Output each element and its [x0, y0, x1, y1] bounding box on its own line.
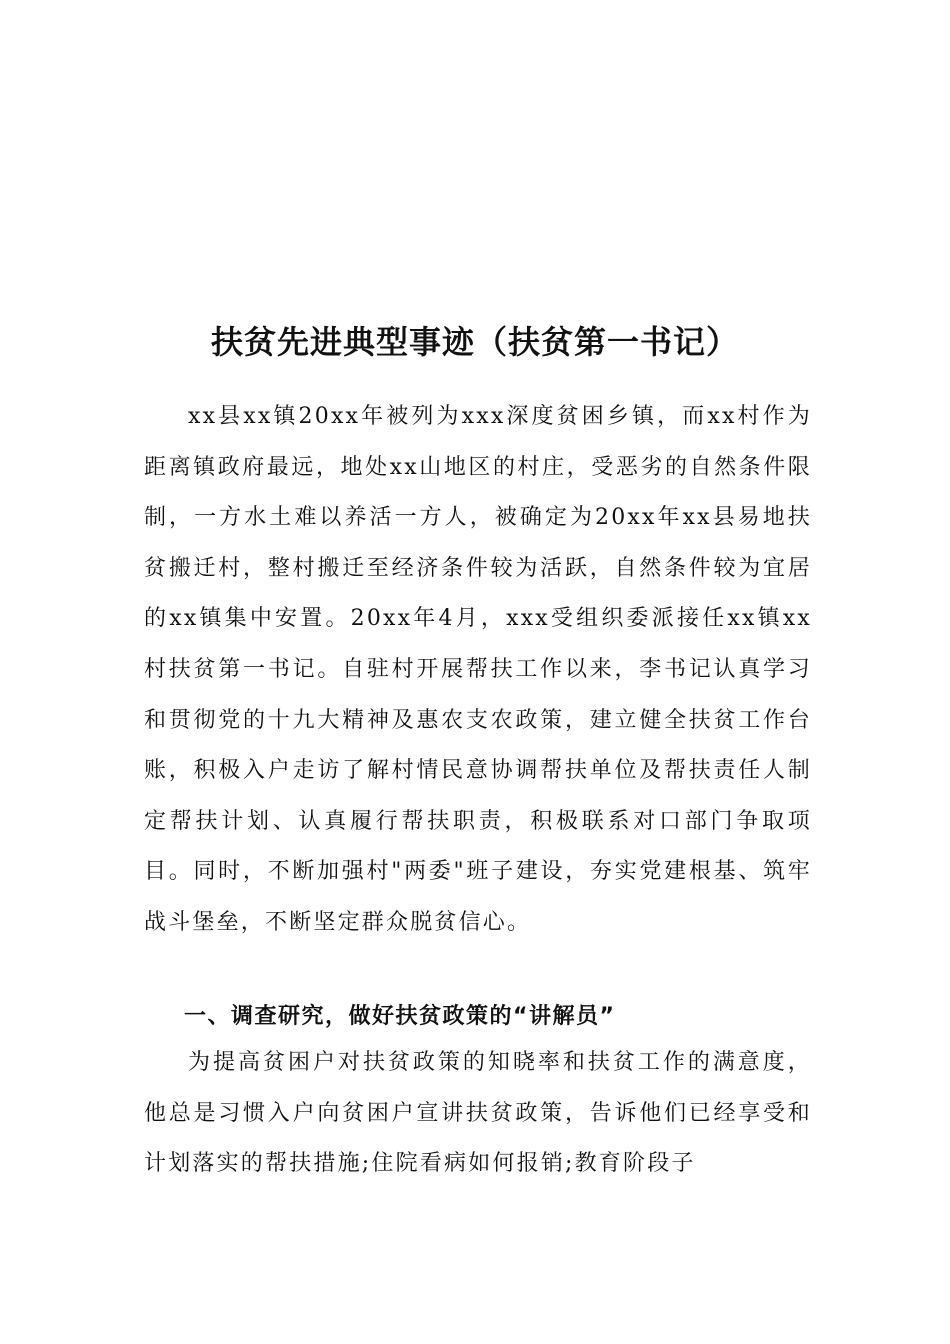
body-paragraph: xx县xx镇20xx年被列为xxx深度贫困乡镇，而xx村作为距离镇政府最远，地处xx山地区的村庄，受恶劣的自然条件限制，一方水土难以养活一方人，被确定为20xx年xx县易地扶贫搬迁村，整村搬迁至经济条件较为活跃，自然条件较为宜居的xx镇集中安置。20xx年4月，xxx受组织委派接任xx镇xx村扶贫第一书记。自驻村开展帮扶工作以来，李书记认真学习和贯彻党的十九大精神及惠农支农政策，建立健全扶贫工作台账，积极入户走访了解村情民意协调帮扶单位及帮扶责任人制定帮扶计划、认真履行帮扶职责，积极联系对口部门争取项目。同时，不断加强村"两委"班子建设，夯实党建根基、筑牢战斗堡垒，不断坚定群众脱贫信心。 [144, 404, 812, 935]
section-paragraph: 为提高贫困户对扶贫政策的知晓率和扶贫工作的满意度，他总是习惯入户向贫困户宣讲扶贫政策，告诉他们已经享受和计划落实的帮扶措施;住院看病如何报销;教育阶段子 [144, 1050, 812, 1177]
section-heading: 一、调查研究，做好扶贫政策的“讲解员” [184, 1004, 616, 1029]
document-title: 扶贫先进典型事迹（扶贫第一书记） [210, 323, 739, 361]
